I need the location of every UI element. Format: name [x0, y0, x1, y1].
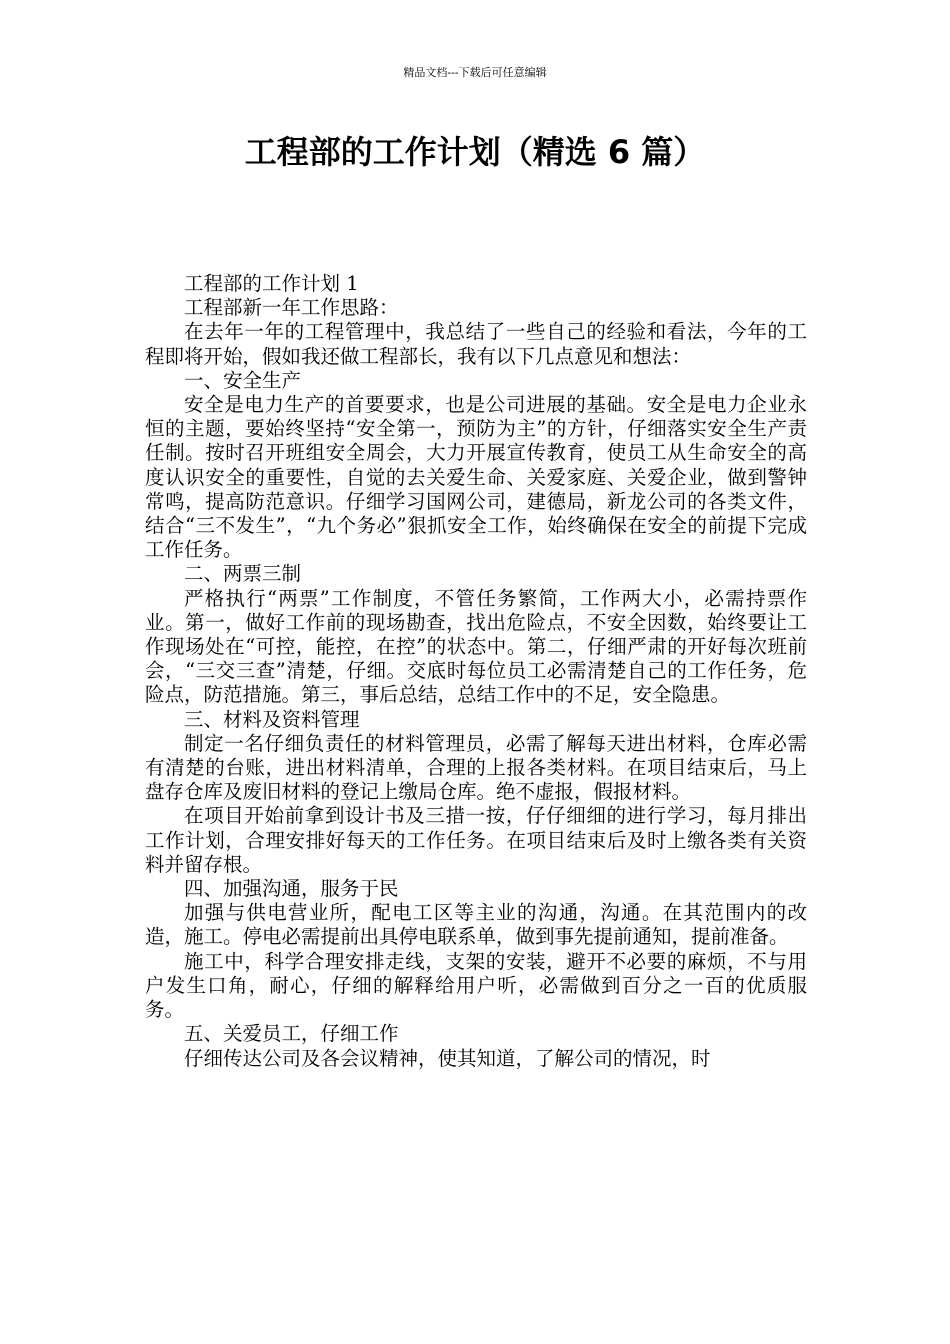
paragraph: 在项目开始前拿到设计书及三措一按，仔仔细细的进行学习，每月排出工作计划，合理安排好每天的工作任务。在项目结束后及时上缴各类有关资料并留存根。 — [145, 804, 807, 876]
paragraph: 仔细传达公司及各会议精神，使其知道，了解公司的情况，时 — [184, 1046, 711, 1070]
paragraph: 制定一名仔细负责任的材料管理员，必需了解每天进出材料，仓库必需有清楚的台账，进出材料清单，合理的上报各类材料。在项目结束后，马上盘存仓库及废旧材料的登记上缴局仓库。绝不虚报，假报材料。 — [145, 731, 807, 804]
section-heading: 四、加强沟通，服务于民 — [184, 877, 399, 901]
document-body — [145, 272, 807, 1071]
paragraph: 严格执行“两票”工作制度，不管任务繁简，工作两大小，必需持票作业。第一，做好工作前的现场勘查，找出危险点，不安全因数，始终要让工作现场处在“可控，能控，在控”的状态中。第二，仔细严肃的开好每次班前会，“三交三查”清楚，仔细。交底时每位员工必需清楚自己的工作任务，危险点，防范措施。第三，事后总结，总结工作中的不足，安全隐患。 — [145, 586, 807, 707]
section-heading: 五、关爱员工，仔细工作 — [184, 1022, 399, 1046]
paragraph: 安全是电力生产的首要要求，也是公司进展的基础。安全是电力企业永恒的主题，要始终坚持“安全第一，预防为主”的方针，仔细落实安全生产责任制。按时召开班组安全周会，大力开展宣传教育，使员工从生命安全的高度认识安全的重要性，自觉的去关爱生命、关爱家庭、关爱企业，做到警钟常鸣，提高防范意识。仔细学习国网公司，建德局，新龙公司的各类文件，结合“三不发生”，“九个务必”狠抓安全工作，始终确保在安全的前提下完成工作任务。 — [145, 393, 807, 562]
section-heading: 三、材料及资料管理 — [184, 707, 360, 731]
section-heading: 二、两票三制 — [184, 562, 302, 586]
paragraph: 工程部新一年工作思路： — [184, 296, 399, 320]
paragraph: 施工中，科学合理安排走线，支架的安装，避开不必要的麻烦，不与用户发生口角，耐心，仔细的解释给用户听，必需做到百分之一百的优质服务。 — [145, 949, 807, 1022]
page-header: 精品文档---下载后可任意编辑 — [403, 66, 547, 79]
section-heading: 工程部的工作计划 1 — [184, 272, 359, 295]
document-title: 工程部的工作计划（精选 6 篇） — [244, 133, 706, 171]
paragraph: 加强与供电营业所，配电工区等主业的沟通，沟通。在其范围内的改造，施工。停电必需提前出具停电联系单，做到事先提前通知，提前准备。 — [145, 901, 807, 949]
section-heading: 一、安全生产 — [184, 368, 302, 392]
paragraph: 在去年一年的工程管理中，我总结了一些自己的经验和看法，今年的工程即将开始，假如我还做工程部长，我有以下几点意见和想法： — [145, 320, 807, 368]
